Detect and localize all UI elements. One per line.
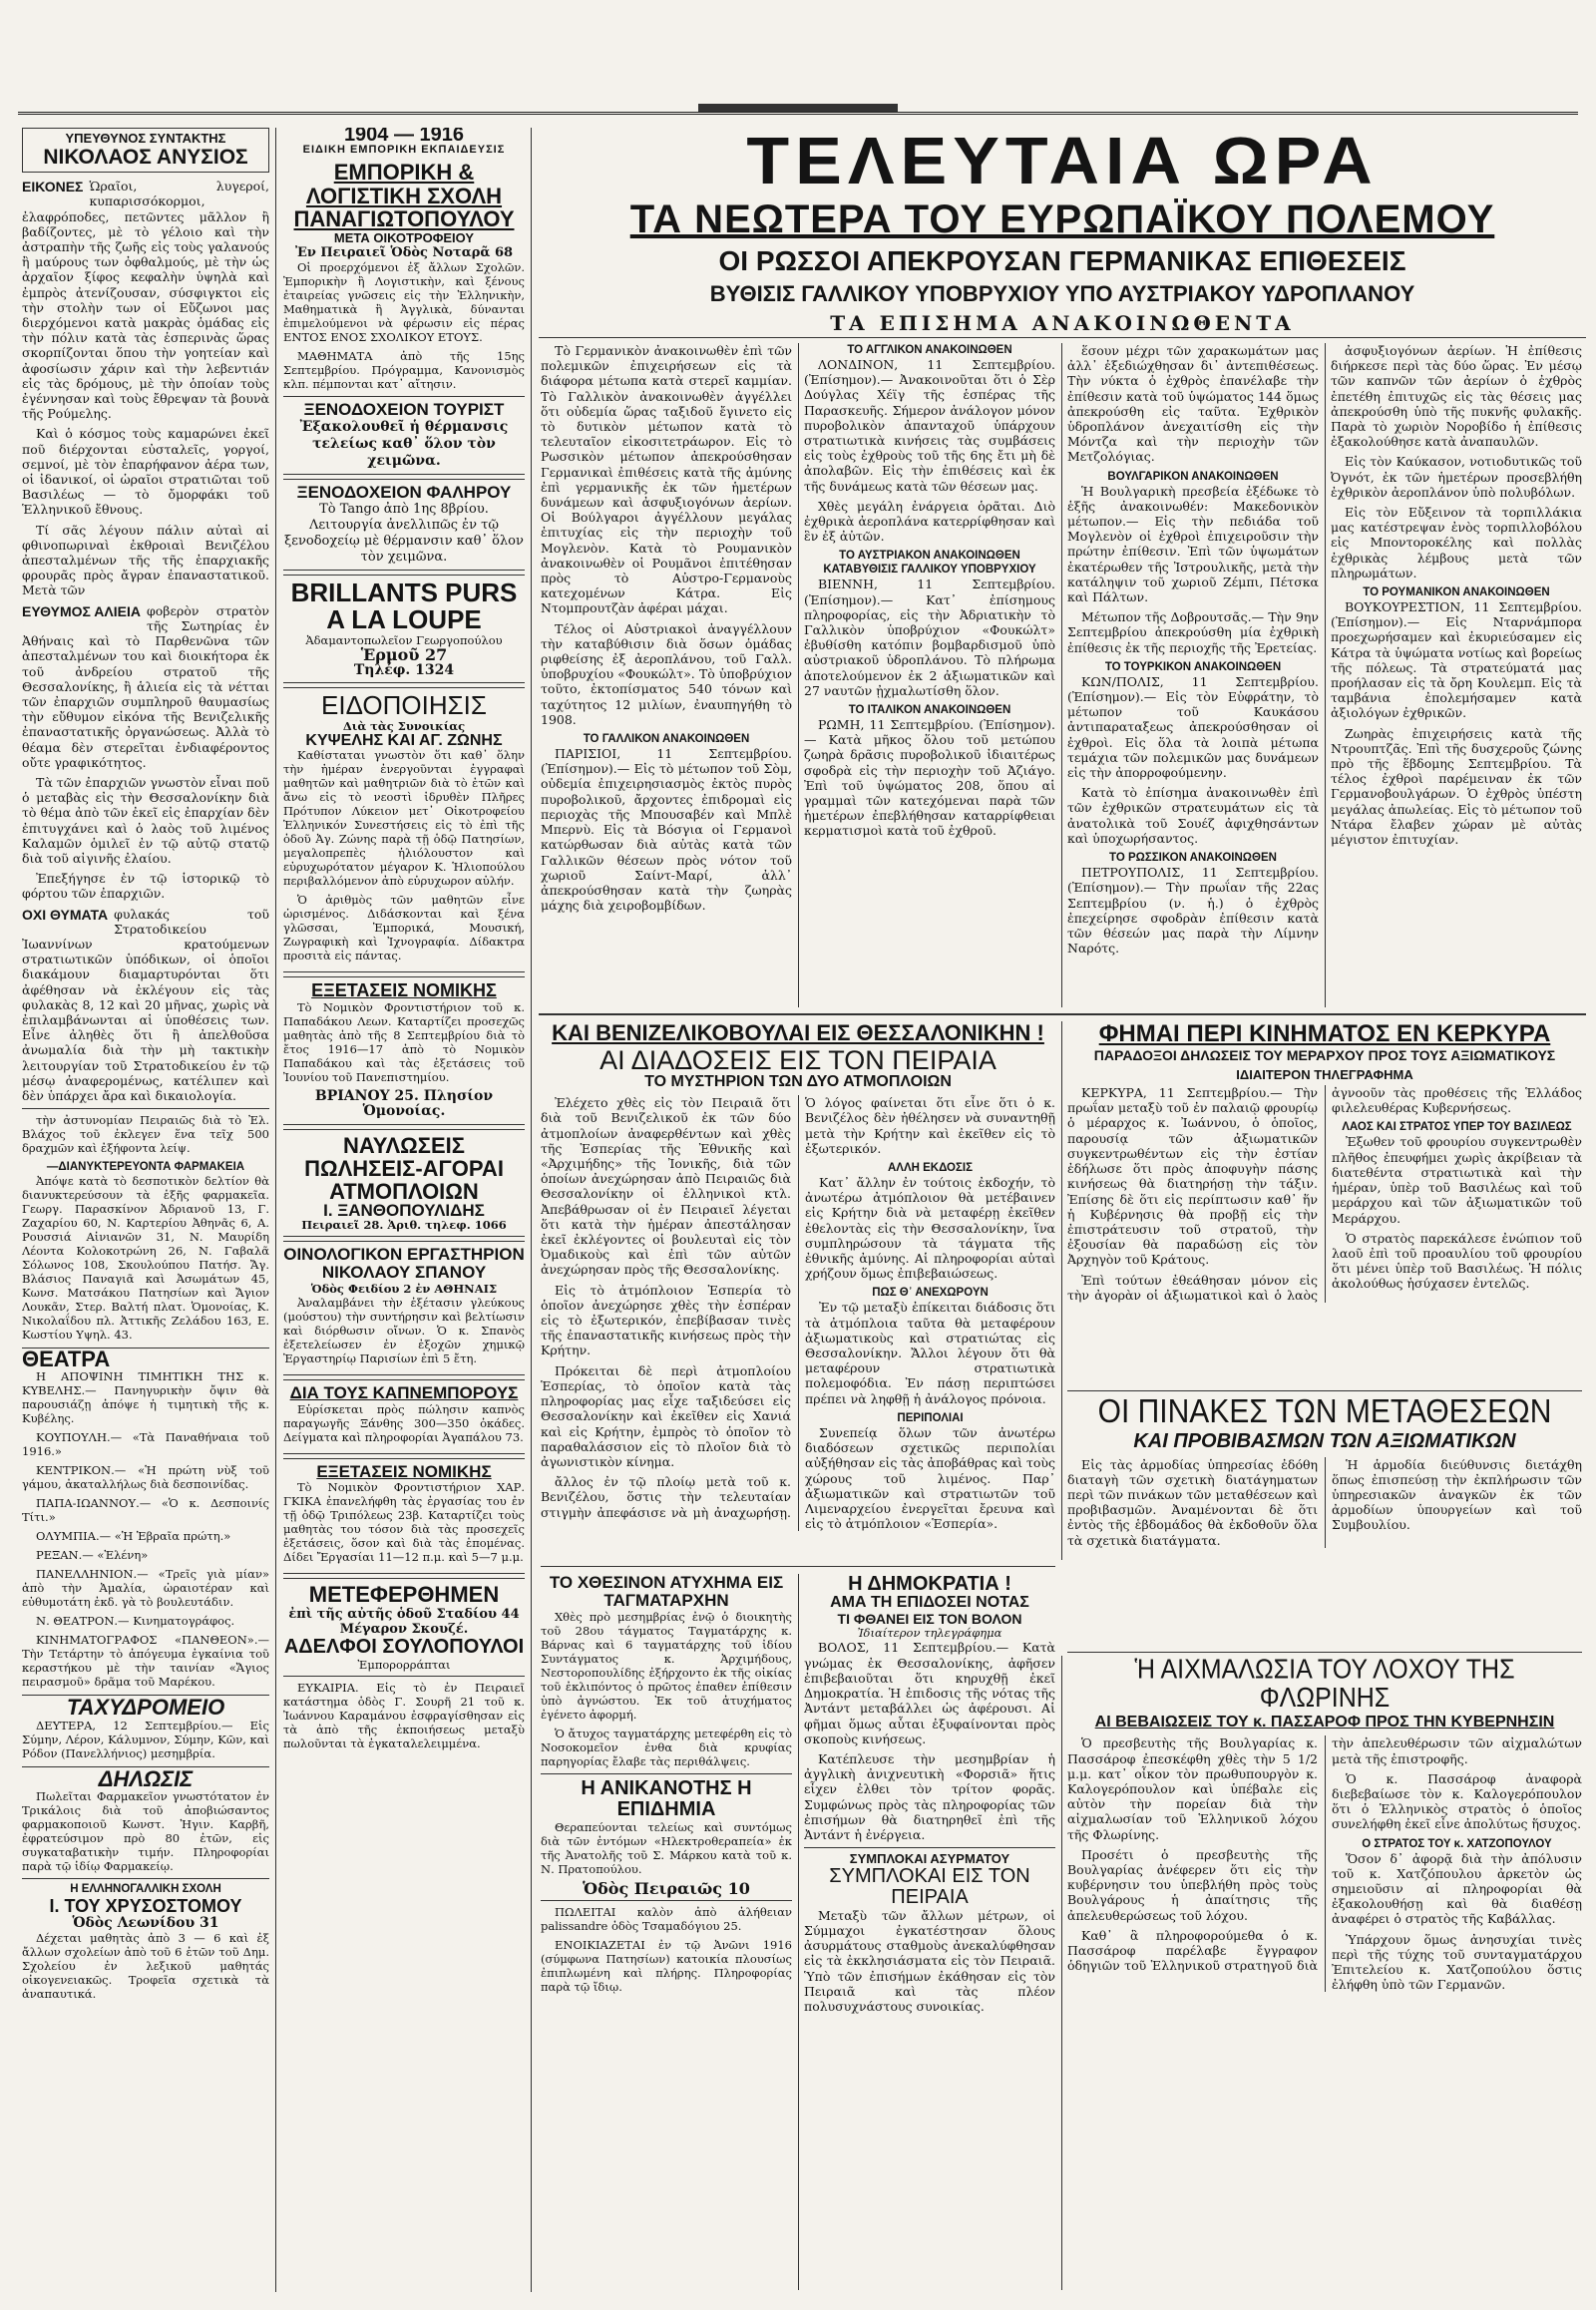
art2-text2: Ἐπὶ τούτων ἐθεάθησαν μόνον εἰς τὴν ἀγορὰν οἱ ἀξιωματικοὶ καὶ ὁ λαὸς ἀγνοοῦν τὰς προθέσεις τῆς Ἑλλάδος φιλελευθέρας Κυβερνήσεως. — [1067, 1085, 1582, 1303]
school-sub: ΜΕΤΑ ΟΙΚΟΤΡΟΦΕΙΟΥ — [333, 229, 475, 245]
brillants-text: Ἀδαμαντοπωλεῖον Γεωργοπούλου — [305, 633, 503, 648]
alli-text: Κατ᾽ ἄλλην ἐν τούτοις ἐκδοχήν, τὸ ἀνωτέρω ἀτμόπλοιον θὰ μετέβαινεν εἰς Κρήτην διὰ νὰ μεταφέρῃ ἐκεῖθεν ἐθελοντὰς εἰς τὴν Θεσσαλονίκην, ἵνα συμπληρώσουν τὰ τάγματα τῆς ἐθνικῆς ἀμύνης. Αἱ πληροφορίαι αὐταὶ χρήζουν ὅμως ἐπιβεβαιώσεως. — [805, 1175, 1055, 1282]
taxydromeio-title: ΤΑΧΥΔΡΟΜΕΙΟ — [22, 1695, 269, 1715]
art2-title: ΦΗΜΑΙ ΠΕΡΙ ΚΙΝΗΜΑΤΟΣ ΕΝ ΚΕΡΚΥΡΑ — [1098, 1021, 1551, 1047]
peri-text3: Προσέτι ὁ πρεσβευτὴς τῆς Βουλγαρίας ἀνέφερεν ὅτι εἰς τὴν κυβέρνησιν του ὑπεβλήθη πρὸς τοὺς Βουλγάρους ἡ ἀπαίτησις τῆς ἀπελευθερώσεως τοῦ λόχου. — [1067, 1846, 1318, 1923]
atm-text: Μεταξὺ τῶν ἄλλων μέτρων, οἱ Σύμμαχοι ἐγκατέστησαν ὅλους ἀσυρμάτους σταθμοὺς ἀνεκαλύφθησαν εἰς τὰ ἐκκλησιάσματα εἰς τὸν Πειραιᾶ. Ὑπὸ τῶν ἐπισήμων ἐκάθησαν εἰς τὸν Πειραιᾶ καὶ τὰς πλέον πολυσυχνάστους συνοικίας. — [804, 1907, 1055, 2014]
pin-sub: ΚΑΙ ΠΡΟΒΙΒΑΣΜΩΝ ΤΩΝ ΑΞΙΩΜΑΤΙΚΩΝ — [1133, 1429, 1516, 1452]
column-divider — [1061, 343, 1062, 1007]
column-divider — [275, 128, 276, 2292]
peri-text4: Καθ᾽ ἃ πληροφορούμεθα ὁ κ. Πασσάροφ παρέλαβε ἔγγραφον ὁδηγιῶν τοῦ Ἑλληνικοῦ στρατηγοῦ διὰ τὴν ἀπελευθέρωσιν τῶν αἰχμαλώτων μετὰ τῆς ἐπιστροφῆς. — [1067, 1735, 1582, 1974]
diloseis-text: Πωλεῖται Φαρμακεῖον γνωστότατον ἐν Τρικάλοις διὰ τοῦ ἀποβιώσαντος φαρμακοποιοῦ Κωνστ. Ἠγιν. Καρβῆ, ἐφρατεύσιμον πρὸ 80 ἐτῶν, εἰς συγκαταβατικὴν τιμήν. Πληροφορίαι παρὰ τῷ ἰδίῳ Φαρμακείῳ. — [22, 1788, 269, 1873]
column-3 — [541, 343, 792, 1007]
eythymos-label: ΕΥΘΥΜΟΣ ΑΛΙΕΙΑ — [22, 602, 141, 619]
masthead-subtitle: ΤΑ ΝΕΩΤΕΡΑ ΤΟΥ ΕΥΡΩΠΑΪΚΟΥ ΠΟΛΕΜΟΥ — [629, 197, 1495, 241]
divider — [804, 1847, 1055, 1848]
masthead-rule — [539, 337, 1586, 338]
eidop-sub: Διὰ τὰς Συνοικίας — [342, 719, 466, 734]
florina-article — [1067, 1658, 1582, 2290]
top-ornament — [698, 104, 898, 112]
eidop-sub2: ΚΥΨΕΛΗΣ ΚΑΙ ΑΓ. ΖΩΝΗΣ — [305, 732, 503, 750]
theatra-item: ΚΙΝΗΜΑΤΟΓΡΑΦΟΣ «ΠΑΝΘΕΟΝ».— Τὴν Τετάρτην τὸ ἀπόγευμα ἐγκαίνια τοῦ κεραστήκου μὲ τὴν ταινίαν «Ἄγιος πειρασμοῦ» δρᾶμα τοῦ Μαρέκου. — [22, 1633, 269, 1690]
theatra-item: ΡΕΞΑΝ.— «Ἑλένη» — [36, 1548, 149, 1563]
xthemata-text2: τὴν ἀστυνομίαν Πειραιῶς διὰ τὸ Ἐλ. Βλάχος τοῦ ἐκλεγεν ἕνα τεῖχ 500 δραχμῶν καὶ ἐξήφοντα λείψ. — [22, 1113, 269, 1156]
laos-text2: Ὁ στρατὸς παρεκάλεσε ἐνώπιον τοῦ λαοῦ ἐπὶ τοῦ προαυλίου τοῦ φρουρίου ὅτι μένει ὑπὲρ τοῦ Βασιλέως. Ἡ πόλις ἀκολούθως ἡσύχασεν ἐντελῶς. — [1332, 1230, 1582, 1292]
bg-title: ΒΟΥΛΓΑΡΙΚΟΝ ΑΝΑΚΟΙΝΩΘΕΝ — [1107, 470, 1279, 483]
ru-text: ΠΕΤΡΟΥΠΟΛΙΣ, 11 Σεπτεμβρίου. (Ἐπίσημον).— Τὴν πρωΐαν τῆς 22ας Σεπτεμβρίου (ν. ἡ.) ὁ ἐχθρὸς ἐπεχείρησε σφοδρὰν ἐπίθεσιν κατὰ τῶν θέσεών μας παρὰ τὴν Λίμνην Ναρότς. — [1067, 865, 1319, 957]
school-name: Ι. ΤΟΥ ΧΡΥΣΟΣΤΟΜΟΥ — [49, 1895, 242, 1916]
atm-sub: ΣΥΜΠΛΟΚΑΙ ΑΣΥΡΜΑΤΟΥ — [849, 1851, 1010, 1867]
it-title: ΤΟ ΙΤΑΛΙΚΟΝ ΑΝΑΚΟΙΝΩΘΕΝ — [848, 704, 1011, 717]
column-divider — [798, 1574, 799, 2290]
at-title: ΤΟ ΑΥΣΤΡΙΑΚΟΝ ΑΝΑΚΟΙΝΩΘΕΝ — [839, 550, 1020, 563]
hotel1-text: Ἐξακολουθεῖ ἡ θέρμανσις τελείως καθ᾽ ὅλον τὸν χειμῶνα. — [299, 418, 509, 469]
theatra-item: ΠΑΝΕΛΛΗΝΙΟΝ.— «Τρεῖς γιὰ μίαν» ἀπὸ τὴν Ἀμαλία, ὠραιοτέραν καὶ εὐθυμοτάτη ἐκδ. γὰ τὸ βουλευτάδιν. — [22, 1567, 269, 1610]
school-text: Οἱ προερχόμενοι ἐξ ἄλλων Σχολῶν. Ἐμπορικὴν ἢ Λογιστικὴν, καὶ ξένους ἐταιρείας γνῶσεις εἰς τὴν Ἑλληνικὴν, Μαθηματικὰ ἢ Ἀγγλικὰ, δύνανται ἐπιμελούμενοι νὰ φέρωσιν εἰς πέρας ΕΝΤΟΣ ΕΝΟΣ ΣΧΟΛΙΚΟΥ ΕΤΟΥΣ. — [283, 260, 525, 345]
dim-text2: Κατέπλευσε τὴν μεσημβρίαν ἡ ἀγγλικὴ ἀνιχνευτικὴ «Φορσιᾶ» ἥτις εἶχεν ἐλθει τὸν τρίτον φορᾶς. Συμφώνως πρὸς τὰς πληροφορίας τῶν ἐπισήμων θὰ διατηρηθεῖ ἐπὶ τῆς Ἀντάντ ἡ ἐνέργεια. — [804, 1750, 1055, 1842]
divider — [541, 1900, 792, 1901]
school-title: Η ΕΛΛΗΝΟΓΑΛΛΙΚΗ ΣΧΟΛΗ — [22, 1878, 269, 1896]
fr-text: ΠΑΡΙΣΙΟΙ, 11 Σεπτεμβρίου. (Ἐπίσημον).— Εἰς τὸ μέτωπον τοῦ Σὸμ, οὐδεμία ἐπιχειρησιασμὸς ἐκτὸς πυρὸς πυροβολικοῦ, ἄρχοντες ἐπιδρομαὶ εἰς περιοχὰς τῆς Μπουσαβέν καὶ Μπλὲ Μπερνὺ. Εἰς τὰ Βόσγια οἱ Γερμανοὶ κατώρθωσαν διὰ αὐτὰς κατὰ τῶν Γαλλικῶν θέσεων πρὸς νότον τοῦ χωριοῦ Σαίντ-Μαρί, ἀλλ᾽ ἀπεκρούσθησαν κατὰ τὴν ζωηρὰς μάχης διὰ χειροβομβίδων. — [541, 746, 792, 914]
xthemata-text: φυλακάς τοῦ Στρατοδικείου Ἰωαννίνων κρατούμενων στρατιωτικῶν ὑπόδικων, οἱ ὁποῖοι διακάμουν διαμαρτυρόνται ὅτι ἀφέθησαν νὰ ἐκλέγουν εἰς τὰς φυλακὰς 8, 12 καὶ 20 μῆνας, χωρὶς νὰ ἐπιλαμβάνωνται αἱ ὑποθέσεις των. Εἶνε ἀληθὲς ὅτι ἢ ἀπελθοῦσα ἀνωμαλία διὰ τὴν μὴ τακτικὴν λειτουργίαν τοῦ Στρατοδικείου ἐν τῷ μέσῳ ἀναφερομένως, κατέλιπεν καὶ δὲν ὑπάρχει ἄρα καὶ δικαιολογία. — [22, 906, 269, 1103]
eidop-text: Καθίσταται γνωστὸν ὅτι καθ᾽ ὅλην τὴν ἡμέραν ἐνεργοῦνται ἐγγραφαὶ μαθητῶν καὶ μαθητριῶν διὰ τὸ ἐτῶν καὶ ἄνω εἰς τὸ νεοστὶ ἱδρυθὲν Πλῆρες Πρότυπον Λύκειον μετ᾽ Οἰκοτροφείου Ἑλληνικόν Συνεστήσεις εἰς τὸ ἐπὶ τῆς ὁδοῦ Ἀγ. Ζώνης παρὰ τῇ ὁδῷ Πατησίων, μεγαλοπρεπὲς ἡλιόλουστον καὶ εὐρυχωρότατον μέγαρον Κ. Ἡλιοπούλου περιβαλλόμενον ἀπὸ εὐρυχωρον αὐλήν. — [283, 748, 525, 889]
ro-text: ΒΟΥΚΟΥΡΕΣΤΙΟΝ, 11 Σεπτεμβρίου. (Ἐπίσημον).— Εἰς Νταρνάμπορα προεχωρήσαμεν καὶ ἐκυριεύσαμεν εἰς Κάτρα τὰ ὑψώματα νοτίως καὶ βορείως τῆς πόλεως. Τὰ στρατεύματά μας προήλασαν εἰς τὰ ὄρη Κουλεμπ. Εἰς τὰ ταμβάνια ἐπολεμήσαμεν κατὰ ἀξιολόγων ἐχθρικῶν. — [1331, 599, 1582, 721]
school-address: Ἐν Πειραιεῖ Ὁδὸς Νοταρᾶ 68 — [294, 244, 514, 260]
pol-text: ΠΩΛΕΙΤΑΙ καλὸν ἀπὸ ἀλήθειαν palissandre ὁδὸς Τσαμαδόγιου 25. — [541, 1904, 792, 1933]
column-4 — [804, 343, 1055, 1007]
bg-text: Ἡ Βουλγαρικὴ πρεσβεία ἐξέδωκε τὸ ἑξῆς ἀνακοινωθέν: Μακεδονικὸν μέτωπον.— Εἰς τὴν πεδιάδα τοῦ Μογλενὸν οἱ ἐχθροὶ ἐπιχειροῦσιν τὴν πρώτην ἐπίθεσιν. Ἐπὶ τῶν ὑψωμάτων ἐκατέρωθεν τῆς Ἰστρουλικῆς, μετὰ τὴν κατάληψιν τοῦ χωριοῦ Ζέμπι, Πέτσκα καὶ Πάλτων. — [1067, 483, 1319, 605]
dim-sub2: ΤΙ ΦΘΑΝΕΙ ΕΙΣ ΤΟΝ ΒΟΛΟΝ — [837, 1610, 1022, 1627]
school-text: Δέχεται μαθητὰς ἀπὸ 3 — 6 καὶ ἐξ ἄλλων σχολείων ἀπὸ τοῦ 6 ἐτῶν τοῦ Δημ. Σχολείου ἐν λεξικοῦ μαθητάς οἰκογενειακῶς. Τροφεῖα σχετικὰ τὰ ἀναπαυτικά. — [22, 1931, 269, 2001]
headline-2: ΒΥΘΙΣΙΣ ΓΑΛΛΙΚΟΥ ΥΠΟΒΡΥΧΙΟΥ ΥΠΟ ΑΥΣΤΡΙΑΚΟΥ ΥΔΡΟΠΛΑΝΟΥ — [709, 281, 1415, 306]
theatra-item: Η ΑΠΟΨΙΝΗ ΤΙΜΗΤΙΚΗ ΤΗΣ κ. ΚΥΒΕΛΗΣ.— Πανηγυρικὴν ὄψιν θὰ παρουσιάζῃ ἀπόψε ἡ τιμητικὴ τῆς κ. Κυβέλης. — [22, 1369, 269, 1426]
pin-text2: Ἡ ἁρμοδία διεύθυνσις διετάχθη ὅπως ἐπισπεύσῃ τὴν ἐκπλήρωσιν τῶν ὑπηρεσιακῶν ἀναγκῶν ἐκ τῶν ἀρμοδίων ὑπουργείων καὶ τοῦ Συμβουλίου. — [1332, 1456, 1582, 1533]
anik-title: Η ΑΝΙΚΑΝΟΤΗΣ Η ΕΠΙΔΗΜΙΑ — [581, 1776, 752, 1820]
top-rule — [18, 112, 1578, 115]
section-rule — [541, 1566, 1055, 1567]
theatra-item: ΠΑΠΑ-ΙΩΑΝΝΟΥ.— «Ὁ κ. Δεσποινίς Τίτι.» — [22, 1496, 269, 1525]
theatra-item: ΟΛΥΜΠΙΑ.— «Ἡ Ἑβραῖα πρώτη.» — [36, 1529, 231, 1544]
at-text: ΒΙΕΝΝΗ, 11 Σεπτεμβρίου. (Ἐπίσημον).— Κατ᾽ ἐπίσημους πληροφορίας, εἰς τὴν Ἀδριατικὴν τὸ Γαλλικὸν ὑποβρύχιον «Φουκώλτ» ἐβυθίσθη κατόπιν βομβαρδισμοῦ ὑπὸ αὐστριακοῦ ὑδροπλάνου. Τὸ πλήρωμα ἀποτελούμενον ἐκ 2 ἀξιωματικῶν καὶ 27 ναυτῶν ᾐχμαλωτίσθη ὅλον. — [804, 577, 1055, 698]
peri-sub: ΑΙ ΒΕΒΑΙΩΣΕΙΣ ΤΟΥ κ. ΠΑΣΣΑΡΟΦ ΠΡΟΣ ΤΗΝ ΚΥΒΕΡΝΗΣΙΝ — [1094, 1713, 1555, 1731]
exet-title: ΕΞΕΤΑΣΕΙΣ ΝΟΜΙΚΗΣ — [311, 980, 497, 1001]
art1-text2: Εἰς τὸ ἀτμόπλοιον Ἑσπερία τὸ ὁποῖον ἀνεχώρησε χθὲς τὴν ἑσπέραν εἰς τὸ ἐξωτερικόν, ἐπεβίβασαν τινὲς τῆς ἐπαναστατικῆς κινήσεως πρὸς τὴν Κρήτην. — [541, 1282, 791, 1358]
headline-1: ΟΙ ΡΩΣΣΟΙ ΑΠΕΚΡΟΥΣΑΝ ΓΕΡΜΑΝΙΚΑΣ ΕΠΙΘΕΣΕΙΣ — [718, 245, 1406, 276]
peri-text2: Ὁ κ. Πασσάροφ ἀναφορὰ διεβεβαίωσε τὸν κ. Καλογερόπουλον ὅτι ὁ Ἑλληνικὸς στρατὸς ὁ ὁποῖος συνελήφθη ἐκεῖ εἶνε ἀπολύτως ἥσυχος. — [1332, 1770, 1582, 1832]
metef-sub: Ἐμπορορράπται — [357, 1657, 451, 1672]
art1-text: Ἐλέχετο χθὲς εἰς τὸν Πειραιᾶ ὅτι διὰ τοῦ Βενιζελικοῦ ἐκ τῶν δύο ἀτμοπλοίων ἀναφερθέντων καὶ χθὲς τῆς Ἑσπερίας τῆς Ἐθνικῆς καὶ «Ἀρχιμήδης» τῆς Ἰονικῆς, διὰ τῶν ὁποίων ἀνεχώρησαν ἀπὸ Πειραιῶς διὰ Θεσσαλονίκην οἱ ἑλληνικοὶ κτλ. Ἀπεβάθρωσαν οἱ ἐν Πειραιεῖ λέγεται ὅτι κατὰ τὴν ἡμέραν ἀπεστάλησαν ἐκεῖ ἐκλέγοντες οἱ βουλευταὶ εἰς τὸν Ὀμαδικοὺς καὶ ἐπὶ τῶν αὐτῶν ἀνεχώρησαν πρὸς τῆς Θεσσαλονίκης. — [541, 1095, 791, 1278]
bg-text2: Μέτωπον τῆς Δοβρουτσᾶς.— Τὴν 9ην Σεπτεμβρίου ἀπεκρούσθη μία ἐχθρικὴ ἐπίθεσις ἐκ τῆς περιοχῆς τῆς Ἐρετείας. — [1067, 609, 1319, 655]
metef-name: ΑΔΕΛΦΟΙ ΣΟΥΛΟΠΟΥΛΟΙ — [283, 1635, 525, 1658]
brillants-address: Ἑρμοῦ 27 — [360, 645, 448, 665]
column-divider — [1325, 343, 1326, 1007]
hotel2-title: ΞΕΝΟΔΟΧΕΙΟΝ ΦΑΛΗΡΟΥ — [296, 482, 512, 502]
oino-text: Ἀναλαμβάνει τὴν ἐξέτασιν γλεύκους (μούστου) τὴν συντήρησιν καὶ βελτίωσιν καὶ διόρθωσιν οἴνων. Ὁ κ. Σπανὸς ἐξετελείωσεν ἐν ἐξοχῶν χημικῷ Ἐργαστηρίῳ Παρισίων ἐπὶ 5 ἔτη. — [283, 1295, 525, 1365]
eythymos-text2: Τὰ τῶν ἐπαρχιῶν γνωστὸν εἶναι ποῦ ὁ μεταβὰς εἰς τὴν Θεσσαλονίκην διὰ τὸ θέμα ἀπὸ τῶν ἐκεῖ εἰς ἐπαρχίαν δὲν ἐπιτυγχάνει καὶ ὁ λαὸς τοῦ λιμένος Καλαμῶν ὁμιλεῖ ἐν τῷ αὐτῷ στατῷ διὰ τοῦ αἰγινῆς ἐλαίου. — [22, 774, 269, 866]
section-rule — [1067, 1390, 1582, 1391]
art1-sub: ΤΟ ΜΥΣΤΗΡΙΟΝ ΤΩΝ ΔΥΟ ΑΤΜΟΠΛΟΙΩΝ — [644, 1073, 952, 1091]
tr-text: ΚΩΝ/ΠΟΛΙΣ, 11 Σεπτεμβρίου. (Ἐπίσημον).— Εἰς τὸν Εὐφράτην, τὸ μέτωπον τοῦ Καυκάσου ἀντιπαραταξεως ἀπεκρούσθησαν οἱ ἐχθροὶ. Εἰς ὅλα τὰ λοιπὰ μέτωπα τεμάχια τῶν πολεμικῶν μας δυνάμεων εἰς τὴν ἀπορροφούμενην. — [1067, 673, 1319, 781]
years-sub: ΕΙΔΙΚΗ ΕΜΠΟΡΙΚΗ ΕΚΠΑΙΔΕΥΣΙΣ — [302, 144, 506, 157]
anik-address: Ὁδὸς Πειραιῶς 10 — [583, 1878, 750, 1898]
peripol-title: ΠΕΡΙΠΟΛΙΑΙ — [897, 1411, 964, 1424]
divider — [541, 1773, 792, 1774]
hotel1-title: ΞΕΝΟΔΟΧΕΙΟΝ ΤΟΥΡΙΣΤ — [303, 400, 505, 420]
pos-title: ΠΩΣ Θ᾽ ΑΝΕΧΩΡΟΥΝ — [872, 1287, 989, 1300]
brillants-title: BRILLANTS PURS A LA LOUPE — [290, 577, 518, 635]
dim-sub: ΑΜΑ ΤΗ ΕΠΙΔΟΣΕΙ ΝΟΤΑΣ — [830, 1594, 1029, 1611]
editor-name: ΝΙΚΟΛΑΟΣ ΑΝΥΣΙΟΣ — [43, 146, 248, 170]
art2-tel: ΙΔΙΑΙΤΕΡΟΝ ΤΗΛΕΓΡΑΦΗΜΑ — [1236, 1066, 1413, 1082]
art1-title: ΚΑΙ ΒΕΝΙΖΕΛΙΚΟΒΟΥΛΑΙ ΕΙΣ ΘΕΣΣΑΛΟΝΙΚΗΝ ! — [552, 1021, 1044, 1045]
alli-title: ΑΛΛΗ ΕΚΔΟΣΙΣ — [887, 1162, 974, 1175]
news-text: ἕσουν μέχρι τῶν χαρακωμάτων μας ἀλλ᾽ ἐξεδιώχθησαν δι᾽ ἀντεπιθέσεως. Τὴν νύκτα ὁ ἐχθρὸς ἐπανέλαβε τὴν ἐπίθεσιν κατὰ τοῦ ὑψώματος 144 ὅμως ἀπεκρούσθη εἰς ταῦτα. Ἐχθρικὸν ὑδροπλάνον ἀνεχαιτίσθη εἰς τὴν Μόντζα καὶ τὴν περιοχὴν τῶν Μετζολόγιας. — [1067, 343, 1319, 465]
venizelist-article — [541, 1021, 1055, 1560]
school-address: Ὁδὸς Λεωνίδου 31 — [72, 1914, 219, 1931]
metef-title: ΜΕΤΕΦΕΡΘΗΜΕΝ — [308, 1582, 500, 1608]
tr-title: ΤΟ ΤΟΥΡΚΙΚΟΝ ΑΝΑΚΟΙΝΩΘΕΝ — [1104, 660, 1282, 673]
masthead-title: ΤΕΛΕΥΤΑΙΑ ΩΡΑ — [746, 123, 1379, 198]
theatra-item: ΚΕΝΤΡΙΚΟΝ.— «Ἡ πρώτη νὺξ τοῦ γάμου, ἀκαταλλήλως διὰ δεσποινίδας. — [22, 1463, 269, 1492]
news-text: ἀσφυξιογόνων ἀερίων. Ἡ ἐπίθεσις διήρκεσε περὶ τὰς δύο ὥρας. Ἐν μέσῳ τῶν καπνῶν τῶν ἀερίων ὁ ἐχθρὸς ἐπετέθη ἐπιτυχῶς εἰς τὰς θέσεις μας ἀπεκρούσθη ὑπὸ τῆς πυκνῆς φυλακῆς. Παρὰ τὸ χωριὸν Νοροβίδο ἡ ἐπίθεσις ἐξακολούθησε κατὰ ἀναπαυλῶν. — [1331, 343, 1582, 450]
nayl-name: Ι. ΞΑΝΘΟΠΟΥΛΙΔΗΣ — [323, 1200, 485, 1220]
ro-title: ΤΟ ΡΟΥΜΑΝΙΚΟΝ ΑΝΑΚΟΙΝΩΘΕΝ — [1363, 586, 1550, 599]
column-5 — [1067, 343, 1319, 1007]
dim-title: Η ΔΗΜΟΚΡΑΤΙΑ ! — [848, 1574, 1011, 1595]
school-title: ΕΜΠΟΡΙΚΗ & ΛΟΓΙΣΤΙΚΗ ΣΧΟΛΗ ΠΑΝΑΓΙΩΤΟΠΟΥΛΟΥ — [293, 160, 515, 231]
laos-text: Ἐξωθεν τοῦ φρουρίου συγκεντρωθὲν πλῆθος ἐπευφήμει χωρὶς ἀκρίβειαν τὰ διατεθέντα στρατιωτικὰ καὶ τὴν ἡμέραν, ὑπὲρ τοῦ Βασιλέως καὶ τοῦ μεράρχου καὶ τῶν ἀξιωματικῶν τοῦ Μεράρχου. — [1332, 1134, 1582, 1226]
kerkyra-article — [1067, 1021, 1582, 1386]
news-text: Τὸ Γερμανικὸν ἀνακοινωθὲν ἐπὶ τῶν πολεμικῶν ἐπιχειρήσεων εἰς τὰ διάφορα μέτωπα κατὰ στερεῖ καμμίαν. Τὸ Γαλλικὸν ἀνακοινωθὲν ἀγγέλλει ὅτι οὐδεμία ὥρας ταξιδοῦ ἔγινετο εἰς τὸ δυτικὸν μέτωπον κατὰ τὸ τελευταῖον εἰκοσιτετράωρον. Εἰς τὸ Ρωσσικὸν μέτωπον ἀπεκρούσθησαν Γερμανικαὶ ἐπιθέσεις κατὰ τῆς ἀμύνης ἐπὶ γερμανικῆς ἐκ τῶν ἡμετέρων δυνάμεων καὶ ἀσφυξιογόνων ἀερίων. Οἱ Βούλγαροι ἀγγέλλουν μεγάλας ἐπιτυχίας εἰς τὴν περιοχὴν τοῦ Μογλενὸν. Κατὰ τὸ Ρουμανικὸν ἀνακοινωθὲν οἱ Ρουμᾶνοι ἐπιτέθησαν πρὸς τὸ Αὐστρο-Γερμανοὺς κατεχομένων Κάτρα. Εἰς Ντομπρουτζὰν ἀφέραι μάχαι. — [541, 343, 792, 616]
xthemata-label: ΟΧΙ ΘΥΜΑΤΑ — [22, 906, 109, 923]
dim-tel: Ἰδιαίτερον τηλεγράφημα — [857, 1626, 1002, 1641]
editor-box — [22, 128, 269, 173]
eikones-label: ΕΙΚΟΝΕΣ — [22, 179, 84, 195]
column-1 — [22, 128, 269, 2290]
eythymos-text3: Ἐπεξήγησε ἐν τῷ ἱστορικῷ τὸ φόρτου τῶν ἐπαρχιῶν. — [22, 871, 269, 902]
exet2-text: Τὸ Νομικὸν Φροντιστήριον ΧΑΡ. ΓΚΙΚΑ ἐπανελήφθη τὰς ἐργασίας του ἐν τῇ ὁδῷ Τριπόλεως 23β. Καταρτίζει τοὺς μαθητὰς του τόσον διὰ τὰς προσεχεῖς ἐξετάσεις, ὅσον καὶ διὰ τὰς ἑπομένας. Δίδει Ἔργασίαι 11—12 π.μ. καὶ 5—7 μ.μ. — [283, 1480, 525, 1565]
nayl-title: ΝΑΥΛΩΣΕΙΣ ΠΩΛΗΣΕΙΣ-ΑΓΟΡΑΙ ΑΤΜΟΠΛΟΙΩΝ — [304, 1132, 504, 1204]
news-text: Εἰς τὸν Εὔξεινον τὰ τορπιλλάκια μας κατέστρεψαν ἐνὸς τορπιλλοβόλου εἰς Μποντοροκέλης καὶ πολλὰς ἐχθρικὰς λέμβους μετὰ τῶν πληρωμάτων. — [1331, 505, 1582, 580]
eykairia-text: ΕΥΚΑΙΡΙΑ. Εἰς τὸ ἐν Πειραιεῖ κατάστημα ὁδὸς Γ. Σουρῆ 21 τοῦ κ. Ἰωάννου Καραμάνου ἐσφραγίσθησαν εἰς τὰ ἀπὸ τῆς ἐκποιήσεως μεταξὺ πωλοῦνται τὰ ἐγκαταλελειμμένα. — [283, 1680, 525, 1750]
news-text: Εἰς τὸν Καύκασον, νοτιοδυτικῶς τοῦ Ὀγνότ, ἐκ τῶν ἡμετέρων προσεβλήθη ἐχθρικὸν ἀεροπλάνον ὑπὸ πολυβόλων. — [1331, 454, 1582, 500]
art1-text4: ἄλλος ἐν τῷ πλοίῳ μετὰ τοῦ κ. Βενιζέλου, ὅστις τὴν τελευταίαν στιγμὴν ἀπεφάσισε νὰ μὴ ἀναχωρήσῃ. Ὁ λόγος φαίνεται ὅτι εἶνε ὅτι ὁ κ. Βενιζέλος δὲν ἠθέλησεν νὰ συναντηθῇ μετὰ τὴν Κρήτην καὶ ἐκεῖθεν εἰς τὸ ἐξωτερικόν. — [541, 1095, 1055, 1520]
divider — [22, 1108, 269, 1109]
lower-column-3 — [541, 1574, 792, 2290]
column-divider — [531, 128, 532, 2292]
theatra-title: ΘΕΑΤΡΑ — [22, 1348, 269, 1366]
lower-column-4 — [804, 1574, 1055, 2290]
exet-address: ΒΡΙΑΝΟΥ 25. Πλησίον Ὁμονοίας. — [314, 1088, 494, 1120]
years: 1904 — 1916 — [343, 128, 465, 146]
ru-title: ΤΟ ΡΩΣΣΙΚΟΝ ΑΝΑΚΟΙΝΩΘΕΝ — [1109, 852, 1277, 865]
dim-text: ΒΟΛΟΣ, 11 Σεπτεμβρίου.— Κατὰ γνώμας ἐκ Θεσσαλονίκης, ἀφῆσεν ἐπιβεβαιοῦται ὅτι κηρυχθῇ ἐκεῖ Δημοκρατία. Ἡ ἐπιδοσις τῆς νότας τῆς Ἀντάντ μεταβάλλει ὡς ἀφέρουσι. Αἱ φῆμαι ὅμως αὗται ἐξυφαίνονται πρὸς σκοποὺς κινήσεως. — [804, 1640, 1055, 1746]
peri-title: Ἡ ΑΙΧΜΑΛΩΣΙΑ ΤΟΥ ΛΟΧΟΥ ΤΗΣ ΦΛΩΡΙΝΗΣ — [1134, 1658, 1515, 1714]
peri-text5: Ὅσον δ᾽ ἀφορᾷ διὰ τὴν ἀπόλυσιν τοῦ κ. Χατζόπουλου ἀρκετὸν ὡς σημειοῦσιν αἱ πληροφορίαι θὰ ἐξακολουθήσῃ καὶ θὰ διαθέσῃ ἀναφέρει ὁ στρατὸς τῆς Καβάλλας. — [1332, 1850, 1582, 1927]
exet2-title: ΕΞΕΤΑΣΕΙΣ ΝΟΜΙΚΗΣ — [316, 1461, 492, 1481]
section-rule — [539, 1013, 1586, 1015]
eythymos-text: φοβερὸν στρατὸν τῆς Σωτηρίας ἐν Ἀθήναις καὶ τὸ Παρθενῶνα τῶν ἀπεσταλμένων του καὶ διοικήτορα ἐκ τοῦ ἀνδρείου στρατοῦ τῆς Θεσσαλονίκης, ἢ ἁλιεία εἰς τὰ νέτται τῶν ἐπαρχιῶν συμπληροῦ θαυμασίως τὴν εὔθυμον εἰκόνα τῆς Βενιζελικῆς ἐπαναστατικῆς ὀργανώσεως. Ἀλλὰ τὸ θέαμα δὲν στερεῖται ἐνδιαφέροντος οὔτε γραφικότητος. — [22, 602, 269, 770]
pharmakeia-text: Ἀπόψε κατὰ τὸ δεσποτικὸν δελτίον θὰ διανυκτερεύσουν τὰ ἑξῆς φαρμακεῖα. Γεωργ. Παρασκίνον Ἀδριανοῦ 13, Γ. Ζαχαρίου 60, Ν. Καρτερίου Ἀθηνᾶς 6, Α. Ρουσσιά Αἰνιανῶν 31, Ν. Μαυρίδη Λέοντα Κολοκοτρώνη 26, Ν. Γαβαλᾶ Σόλωνος 108, Σκουλούπου Πατήσ. Ἄγ. Βλάσιος Παναγιᾶ καὶ Ἀσωμάτων 45, Κωνσ. Ματσάκου Πατησίων καὶ Ἄγιον Λουκᾶν, Στερ. Βαλτή πλατ. Ὁμονοίας, Κ. Νικολαΐδου πλ. Ἀττικῆς Ζελάδου 163, Ε. Κωστίου Υψηλ. 43. — [22, 1174, 269, 1343]
column-2-ads — [283, 128, 525, 2290]
art1-text3: Πρόκειται δὲ περὶ ἀτμοπλοίου Ἑσπερίας, τὸ ὁποῖον κατὰ τὰς πληροφορίας μας εἶχε ταξιδεύσει εἰς Θεσσαλονίκην καὶ ἐκεῖθεν εἰς Χανιά καὶ εἰς Κρήτην, ἐμπρὸς τὸ ὁποῖον τὸ παραθαλάσσιον εἰς τὸ πλοῖον διὰ τὸ ἀγωνιστικὸν κίνημα. — [541, 1362, 791, 1469]
pin-text: Εἰς τὰς ἀρμοδίας ὑπηρεσίας ἐδόθη διαταγὴ τῶν σχετικὴ διατάγηματων περὶ τῶν πινάκων τῶν μεταθέσεων καὶ προβιβασμῶν. Ἀναμένονται δὲ ὅτι ἐντὸς τῆς ἑβδομάδος θὰ ἐκδοθοῦν ὅλα τὰ σχετικὰ διατάγματα. — [1067, 1456, 1318, 1548]
news-text: Τέλος οἱ Αὐστριακοὶ ἀναγγέλλουν τὴν καταβύθισιν διὰ ὅσων ὁμάδας ριφθείσης ἐξ ἀεροπλάνου, τοῦ Γαλλ. ὑποβρυχίου «Φουκώλτ». Τὸ ὑποβρύχιον τοῦτο, ἐκτοπίσματος 540 τόνων καὶ ταχύτητος 12 μιλίων, ἐναυπηγήθη τὸ 1908. — [541, 620, 792, 727]
ro-text2: Ζωηρὰς ἐπιχειρήσεις κατὰ τῆς Ντρουπτζᾶς. Ἐπὶ τῆς δυσχεροῦς ζώνης πρὸ τῆς ἕβδομης Σεπτεμβρίου. Τὰ τέλος ἐχθροὶ παρέμειναν ἐκ τῶν Γερμανοβουλγάρων. Ὁ ἐχθρὸς ὑπέστη μεγάλας ἀπωλείας. Εἰς τὸ μέτωπον τοῦ Ντάρα ἔλαβεν χώραν μὲ αὐτὰς μέγιστον ἐπιτυχίαν. — [1331, 725, 1582, 848]
editor-label: ΥΠΕΥΘΥΝΟΣ ΣΥΝΤΑΚΤΗΣ — [65, 131, 226, 146]
eidop-text2: Ὁ ἀριθμὸς τῶν μαθητῶν εἶνε ὡρισμένος. Διδάσκονται καὶ ξένα γλῶσσαι, Ἐμπορικά, Μουσική, Ζωγραφικὴ καὶ Ἰχνογραφία. Δίδακτρα προσιτὰ εἰς πάντας. — [283, 893, 525, 963]
brillants-tel: Τηλέφ. 1324 — [353, 661, 455, 678]
anik-text: Θεραπεύονται τελείως καὶ συντόμως διὰ τῶν ἐντόμων «Ηλεκτροθεραπεία» ἐκ τῆς Ἀνατολῆς τοῦ Σ. Μάρκου κατὰ τοῦ κ. Ν. Πρατοπούλου. — [541, 1819, 792, 1876]
art2-text: ΚΕΡΚΥΡΑ, 11 Σεπτεμβρίου.— Τὴν πρωΐαν μεταξὺ τοῦ ἐν παλαιῷ φρουρίῳ ὁ μέραρχος κ. Ἰωάννου, ὁ ὁποῖος, παρουσίᾳ τῶν ἀξιωματικῶν συγκεντρωθέντων εἰς τὴν ἑστίαν ἐδήλωσε ὅτι πρὸς ἀποφυγὴν πάσης κινήσεως θὰ διατηρήσῃ τὴν τάξιν. Ἐπίσης δὲ ὅτι εἰς περίπτωσιν καθ᾽ ἥν ἡ Κυβέρνησις θὰ προβῇ εἰς τὴν ἐπιστράτευσιν τοῦ στρατοῦ, τὴν ἐξουσίαν θὰ παραδώσῃ εἰς τὸν Ἀρχηγὸν τοῦ Κράτους. — [1067, 1085, 1318, 1268]
nayl-address: Πειραιεῖ 28. Ἀριθ. τηλεφ. 1066 — [301, 1218, 507, 1233]
peri-text6: Ὑπάρχουν ὅμως ἀνησυχίαι τινὲς περὶ τῆς τύχης τοῦ συνταγματάρχου Ἐπιτελείου κ. Χατζοπούλου ὅστις ἐλήφθη ὑπὸ τῶν Γερμανῶν. — [1332, 1931, 1582, 1993]
en-title: ΤΟ ΑΓΓΛΙΚΟΝ ΑΝΑΚΟΙΝΩΘΕΝ — [847, 344, 1012, 356]
diloseis-title: ΔΗΛΩΣΙΣ — [22, 1766, 269, 1786]
hotel2-text: Τὸ Tango ἀπὸ 1ης 8βρίου. Λειτουργία ἀνελλιπῶς ἐν τῷ ξενοδοχείῳ μὲ θέρμανσιν καθ᾽ ὅλον τὸν χειμῶνα. — [284, 501, 524, 565]
en-text: ΛΟΝΔΙΝΟΝ, 11 Σεπτεμβρίου. (Ἐπίσημον).— Ἀνακοινοῦται ὅτι ὁ Σὲρ Δούγλας Χέϊγ τῆς ἑσπέρας τῆς Παρασκευῆς. Σήμερον ἀνάλογον μόνον πυροβολικὸν ἀπανταχοῦ ὑπάρχουν στρατιωτικὰ κινήσεις τὰς συμβάσεις εἰς τοὺς ἐχθροὺς τοῦ τῆς 6ης ἔτι μὴ δὲ ἀπολαβῶν. Εἰς τὴν ἐπιθέσεις καὶ ἐκ τῆς δυνάμεως κατὰ τῶν θέσεων μας. — [804, 357, 1055, 494]
pos-text: Ἐν τῷ μεταξὺ ἐπίκειται διάδοσις ὅτι τὰ ἀτμόπλοια ταῦτα θὰ μεταφέρουν ἀξιωματικοὺς καὶ στρατιώτας εἰς Θεσσαλονίκην. Ἄλλοι λέγουν ὅτι θὰ μεταφέρουν στρατιωτικὰ πολεμοφόδια. Ἐν πάσῃ περιπτώσει πρέπει νὰ ληφθῇ ἡ ἀνάλογος πρόνοια. — [805, 1300, 1055, 1406]
theatra-item: Ν. ΘΕΑΤΡΟΝ.— Κινηματογράφος. — [36, 1614, 235, 1629]
atm-title: ΣΥΜΠΛΟΚΑΙ ΕΙΣ ΤΟΝ ΠΕΙΡΑΙΑ — [829, 1864, 1030, 1908]
enoik-text: ΕΝΟΙΚΙΑΖΕΤΑΙ ἐν τῷ Ἀνῶνι 1916 (σύμφωνα Πατησίων) κατοικία πλουσίως ἐπιπλωμένη καὶ πλήρης. Πληροφορίας παρὰ τῷ ἴδιῳ. — [541, 1937, 792, 1994]
chx-title: ΤΟ ΧΘΕΣΙΝΟΝ ΑΤΥΧΗΜΑ ΕΙΣ ΤΑΓΜΑΤΑΡΧΗΝ — [549, 1574, 784, 1610]
it-text: ΡΩΜΗ, 11 Σεπτεμβρίου. (Ἐπίσημον).— Κατὰ μῆκος ὅλου τοῦ μετώπου ζωηρὰ δρᾶσις πυροβολικοῦ ἰδιαιτέρως σφοδρὰ εἰς τὴν περιοχὴν τοῦ Ἀζιάγο. Ἐπὶ τοῦ ὑψώματος 208, ὅπου αἱ γραμμαὶ τῶν κατεχόμεναι παρὰ τῶν ἡμετέρων ἐπεβλήθησαν καταρρίφθειαι κερματισμοὶ κατὰ τοῦ ἐχθροῦ. — [804, 717, 1055, 839]
eikones-text: Ὡραῖοι, λυγεροί, κυπαρισσόκορμοι, ἐλαφρόποδες, πετῶντες μᾶλλον ἢ βαδίζοντες, μὲ τὸ γέλοιο καὶ τὴν ἀστραπὴν τῆς ζωῆς εἰς τοὺς γαλανούς ἢ μαύρους των ὀφθαλμούς, μὲ τὴν ὡς ἀρχαῖον ξίφος κεφαλὴν ὑψηλὰ καὶ ἐμπρὸς ἀτενίζουσαν, σύσφιγκτοι εἰς τὴν στολὴν των οἱ Εὔζωνοι μας διερχόμενοι κατὰ μακρὰς ὁμάδας εἰς τὴν πόλιν κατὰ τὰς ἑσπερινὰς ὥρας σκορπίζονται ὅπου τὴν γοητείαν καὶ ἀφοσίωσιν χάριν καὶ τὴν λεβεντιάν εἰς τὰς δρόμους, μὲ τὴν ὁποίαν τοὺς ἐγέννησαν καὶ τοὺς ἔθρεψαν τὰ βουνὰ τῆς Ρούμελης. — [22, 179, 269, 422]
pinakes-article — [1067, 1396, 1582, 1650]
school-text2: ΜΑΘΗΜΑΤΑ ἀπὸ τῆς 15ης Σεπτεμβρίου. Πρόγραμμα, Κανονισμὸς κλπ. πέμπονται κατ᾽ αἴτησιν. — [283, 349, 525, 392]
peripol-text: Συνεπείᾳ ὅλων τῶν ἀνωτέρω διαδόσεων σχετικῶς περιπολίαι αὐξήθησαν εἰς τὰς ἀποβάθρας καὶ τοὺς χώρους τοῦ λιμένος. Παρ᾽ ἀξιωματικῶν καὶ στρατιωτῶν τοῦ Λιμεναρχείου ἐνεργεῖται ἔρευνα καὶ εἰς τὸ ἀτμόπλοιον «Ἑσπερία». — [805, 1424, 1055, 1532]
peri-text: Ὁ πρεσβευτὴς τῆς Βουλγαρίας κ. Πασσάροφ ἐπεσκέφθη χθὲς τὴν 5 1/2 μ.μ. κατ᾽ οἶκον τὸν πρωθυπουργὸν κ. Καλογερόπουλον καὶ ὑπέβαλε εἰς αὐτὸν τὴν πορείαν διὰ τὴν αἰχμαλωσίαν τοῦ Ἑλληνικοῦ λόχου τῆς Φλωρίνης. — [1067, 1735, 1318, 1842]
taxydromeio-text: ΔΕΥΤΕΡΑ, 12 Σεπτεμβρίου.— Εἰς Σύμην, Λέρον, Κάλυμνον, Σύμην, Κῶν, καὶ Ρόδον (Πανελλήνιος) μεσημβρία. — [22, 1718, 269, 1760]
fr-title: ΤΟ ΓΑΛΛΙΚΟΝ ΑΝΑΚΟΙΝΩΘΕΝ — [583, 733, 750, 746]
tr-text2: Κατὰ τὸ ἐπίσημα ἀνακοινωθὲν ἐπὶ τῶν ἐχθρικῶν στρατευμάτων εἰς τὰ ἀνατολικὰ τοῦ Σουέζ ἀφιχθησάντων καὶ ὑποχωρήσαντος. — [1067, 785, 1319, 846]
exet-text: Τὸ Νομικὸν Φροντιστήριον τοῦ κ. Παπαδάκου Λεων. Καταρτίζει προσεχῶς μαθητὰς ἀπὸ τῆς 8 Σεπτεμβρίου διὰ τὸ ἔτος 1916—17 ἀπὸ τὸ Νομικὸν Παπαδάκου καὶ τὰς ἐξετάσεις τοῦ Ἰουνίου τοῦ Πανεπιστημίου. — [283, 1000, 525, 1085]
art1-title2: ΑΙ ΔΙΑΔΟΣΕΙΣ ΕΙΣ ΤΟΝ ΠΕΙΡΑΙΑ — [599, 1045, 997, 1076]
eikones-text2: Καὶ ὁ κόσμος τοὺς καμαρώνει ἐκεῖ ποῦ διέρχονται εὐσταλεῖς, γοργοί, σεμνοί, μὲ τὸν ἐπαρήφανον ἀέρα των, οἱ ἰδανικοί, οἱ ὡραῖοι στρατιῶται τοῦ Βασιλέως — τὸ ὄμορφάκι τοῦ Ἑλληνικοῦ ἔθνους. — [22, 426, 269, 518]
chx-text2: Ὁ ἄτυχος ταγματάρχης μετεφέρθη εἰς τὸ Νοσοκομεῖον ἐνθα διὰ κρυφίας παρηγορίας ἔλαβε τὰς περιθάλψεις. — [541, 1726, 792, 1768]
chx-text: Χθὲς πρὸ μεσημβρίας ἐνῷ ὁ διοικητὴς τοῦ 28ου τάγματος Ταγματάρχης κ. Βάρνας καὶ 6 ταγματάρχης τοῦ ἰδίου Συντάγματος κ. Ἀρχιμήδους, Νεστοροπουλίδης ἐξήρχοντο ἐκ τῆς οἰκίας τοῦ ἐκλιπόντος ὁ πρῶτος ἐπαθεν ἐπίθεσιν ὑπὸ ἀγνώστου. Ἐκ τοῦ ἀτυχήματος ἐγένετο ἀφορμή. — [541, 1609, 792, 1722]
en-text2: Χθὲς μεγάλη ἐνάργεια ὁρᾶται. Διὸ ἐχθρικὰ ἀεροπλάνα κατερρίφθησαν καὶ ἓν ἐξ ἀὐτῶν. — [804, 498, 1055, 545]
column-divider — [1061, 1656, 1062, 2290]
section-rule — [1067, 1652, 1582, 1653]
theatra-item: ΚΟΥΠΟΥΛΗ.— «Τὰ Παναθήναια τοῦ 1916.» — [22, 1430, 269, 1459]
pharmakeia-title: —ΔΙΑΝΥΚΤΕΡΕΥΟΝΤΑ ΦΑΡΜΑΚΕΙΑ — [46, 1161, 245, 1174]
oino-title: ΟΙΝΟΛΟΓΙΚΟΝ ΕΡΓΑΣΤΗΡΙΟΝ ΝΙΚΟΛΑΟΥ ΣΠΑΝΟΥ — [283, 1245, 525, 1282]
kapn-text: Εὑρίσκεται πρὸς πώλησιν καπνὸς παραγωγῆς Ξάνθης 300—350 ὀκάδες. Δείγματα καὶ πληροφορίαι Ἀγαπάλου 73. — [283, 1401, 525, 1444]
art2-sub: ΠΑΡΑΔΟΞΟΙ ΔΗΛΩΣΕΙΣ ΤΟΥ ΜΕΡΑΡΧΟΥ ΠΡΟΣ ΤΟΥΣ ΑΞΙΩΜΑΤΙΚΟΥΣ — [1093, 1047, 1556, 1064]
metef-text: ἐπὶ τῆς αὐτῆς ὁδοῦ Σταδίου 44 Μέγαρον Σκουζέ. — [288, 1606, 520, 1637]
column-divider — [1061, 1021, 1062, 1560]
pin-title: ΟΙ ΠΙΝΑΚΕΣ ΤΩΝ ΜΕΤΑΘΕΣΕΩΝ — [1097, 1396, 1552, 1430]
eikones-text3: Τί σᾶς λέγουν πάλιν αὐταὶ αἱ φθινοπωριναὶ ἐκθροιαὶ Βενιζέλου ἀπεσταλμένων τῆς τῆς ἐπαρχιακῆς φρουρᾶς πρὸς ἄγραν ἐπαναστατικοῦ. Μετὰ τῶν — [22, 522, 269, 598]
eidop-title: ΕΙΔΟΠΟΙΗΣΙΣ — [321, 689, 487, 720]
laos-title: ΛΑΟΣ ΚΑΙ ΣΤΡΑΤΟΣ ΥΠΕΡ ΤΟΥ ΒΑΣΙΛΕΩΣ — [1342, 1121, 1572, 1134]
column-divider — [798, 343, 799, 1007]
at-sub: ΚΑΤΑΒΥΘΙΣΙΣ ΓΑΛΛΙΚΟΥ ΥΠΟΒΡΥΧΙΟΥ — [823, 564, 1036, 577]
column-6 — [1331, 343, 1582, 1007]
oino-address: Ὁδὸς Φειδίου 2 ἐν ΑΘΗΝΑΙΣ — [310, 1281, 498, 1296]
kapn-title: ΔΙΑ ΤΟΥΣ ΚΑΠΝΕΜΠΟΡΟΥΣ — [289, 1382, 519, 1402]
nats-title: Ο ΣΤΡΑΤΟΣ ΤΟΥ κ. ΧΑΤΖΟΠΟΥΛΟΥ — [1362, 1837, 1552, 1850]
headline-3: ΤΑ ΕΠΙΣΗΜΑ ΑΝΑΚΟΙΝΩΘΕΝΤΑ — [830, 311, 1295, 335]
